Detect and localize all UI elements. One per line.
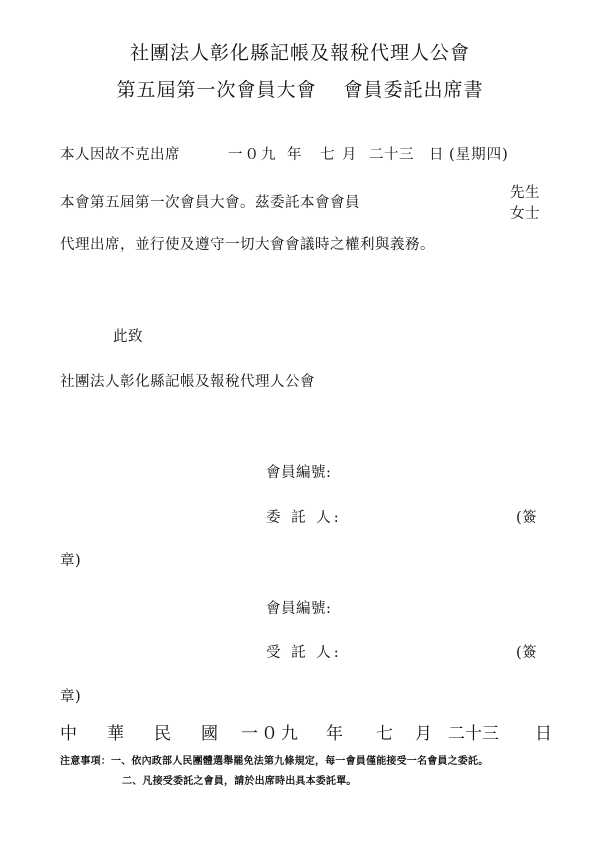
- title-ms: 女士: [510, 206, 540, 222]
- footer-date-day-char: 日: [535, 724, 552, 744]
- meeting-date-day-char: 日: [429, 147, 444, 163]
- title-mr: 先生: [510, 185, 540, 201]
- footer-date-month: 七: [376, 724, 393, 744]
- delegate-sign-open: (簽: [516, 645, 538, 661]
- footer-era-char-1: 中: [60, 724, 77, 744]
- meeting-weekday: (星期四): [449, 147, 509, 163]
- salutation: 此致: [113, 329, 143, 345]
- footer-date-year: 一０九: [241, 724, 301, 744]
- meeting-date-month: 七: [320, 147, 335, 163]
- notes-line1: 注意事項：一、依內政部人民團體選舉罷免法第九條規定，每一會員僅能接受一名會員之委託。: [60, 756, 489, 767]
- footer-date-year-char: 年: [326, 724, 343, 744]
- org-title: 社團法人彰化縣記帳及報稅代理人公會: [129, 42, 470, 64]
- footer-date-day: 二十三: [448, 724, 499, 744]
- footer-date-month-char: 月: [415, 724, 432, 744]
- delegator-sign-close: 章): [60, 553, 82, 569]
- delegator-name-label: 委 託 人:: [266, 510, 342, 526]
- document-title: 第五屆第一次會員大會 會員委託出席書: [116, 79, 484, 101]
- recipient: 社團法人彰化縣記帳及報稅代理人公會: [60, 374, 315, 390]
- meeting-date-day: 二十三: [369, 147, 414, 163]
- footer-era-char-3: 民: [154, 724, 171, 744]
- statement-line1-prefix: 本人因故不克出席: [60, 147, 180, 163]
- meeting-date-month-char: 月: [342, 147, 357, 163]
- meeting-date-year-char: 年: [287, 147, 302, 163]
- statement-line3: 代理出席，並行使及遵守一切大會會議時之權利與義務。: [60, 237, 435, 253]
- delegate-sign-close: 章): [60, 689, 82, 705]
- statement-line2: 本會第五屆第一次會員大會。茲委託本會會員: [60, 195, 360, 211]
- meeting-date-year: 一０九: [228, 147, 278, 163]
- footer-era-char-2: 華: [107, 724, 124, 744]
- delegator-member-no-label: 會員編號:: [266, 465, 332, 481]
- notes-line2: 二、凡接受委託之會員，請於出席時出具本委託單。: [122, 776, 357, 787]
- footer-era-char-4: 國: [201, 724, 218, 744]
- delegate-name-label: 受 託 人:: [266, 645, 342, 661]
- delegate-member-no-label: 會員編號:: [266, 601, 332, 617]
- delegator-sign-open: (簽: [516, 510, 538, 526]
